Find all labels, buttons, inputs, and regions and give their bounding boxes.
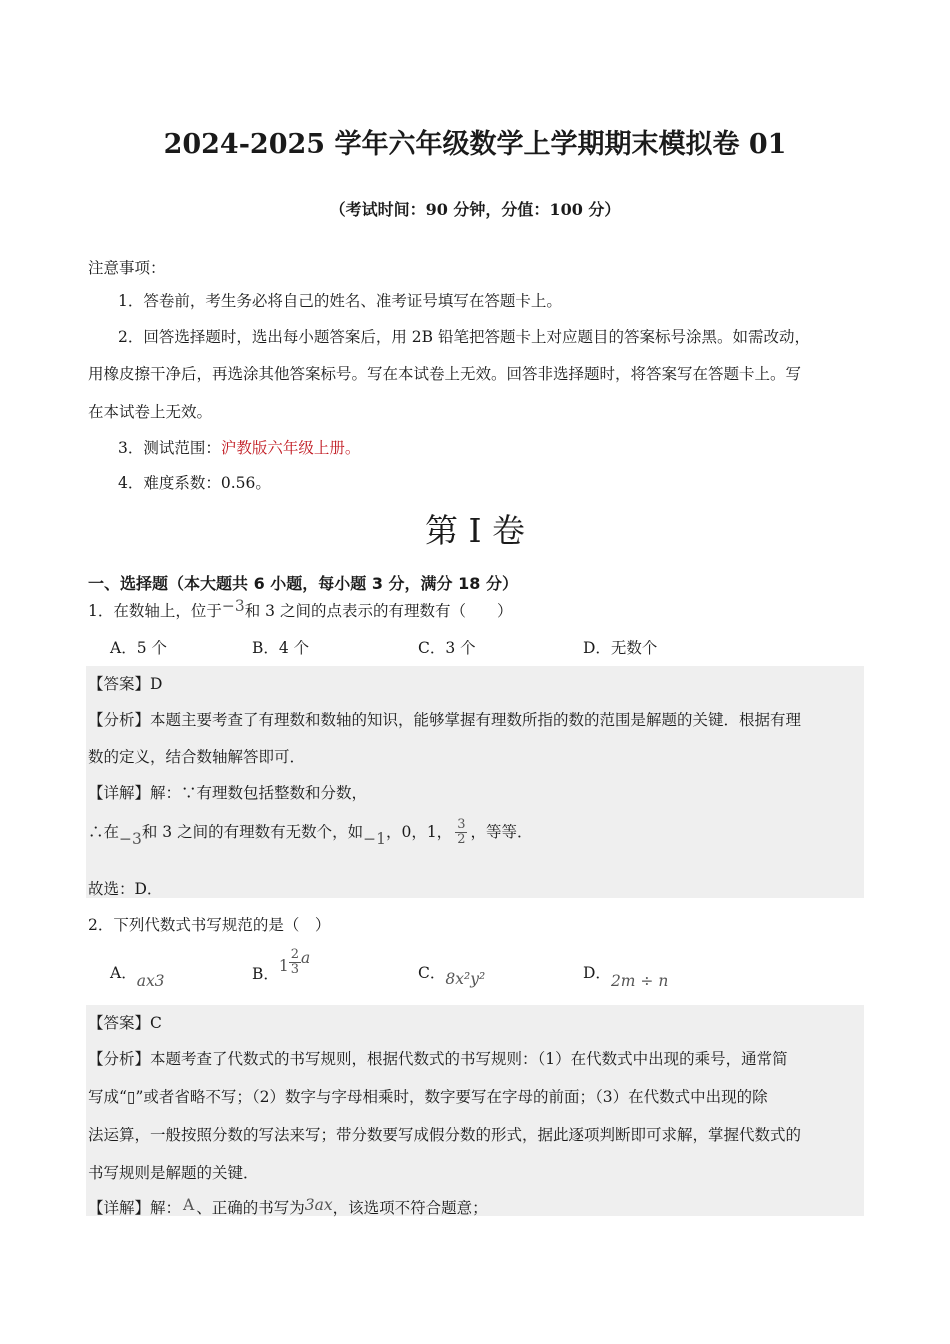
- q2-option-b-numerator: 2: [290, 947, 300, 962]
- q2-option-d-label: D．: [583, 964, 611, 982]
- q1-option-a: A．5 个: [110, 639, 167, 657]
- q1-stem-prefix: 1．在数轴上，位于: [88, 602, 222, 620]
- q2-option-b-whole: 1: [278, 956, 289, 975]
- q1-detail-math-2: −1: [363, 829, 386, 848]
- notice-item-2-line-3: 在本试卷上无效。: [88, 403, 213, 421]
- q1-option-d: D．无数个: [583, 639, 658, 657]
- q2-detail-math-1: A: [183, 1196, 195, 1214]
- notice-item-2-line-1: 2．回答选择题时，选出每小题答案后，用 2B 铅笔把答题卡上对应题目的答案标号涂黑。如需改动，: [118, 328, 810, 346]
- q1-analysis-line-1: 【分析】本题主要考查了有理数和数轴的知识，能够掌握有理数所指的数的范围是解题的关键．根据有理: [88, 711, 802, 729]
- q2-analysis-line-3: 法运算，一般按照分数的写法来写；带分数要写成假分数的形式，据此逐项判断即可求解，掌握代数式的: [88, 1126, 802, 1144]
- q2-solution-box: [86, 1005, 864, 1216]
- q2-detail-text-b: 、正确的书写为: [196, 1199, 305, 1217]
- notice-item-4: 4．难度系数：0.56。: [118, 474, 271, 492]
- q2-option-c-math: 8x²y²: [445, 970, 486, 988]
- q2-analysis-line-1: 【分析】本题考查了代数式的书写规则，根据代数式的书写规则：（1）在代数式中出现的乘号，通常简: [88, 1050, 788, 1068]
- q2-answer: 【答案】C: [88, 1014, 162, 1032]
- q1-option-c: C．3 个: [418, 639, 476, 657]
- q1-detail-text-c: ，0，1，: [385, 822, 453, 841]
- q1-fraction-numerator: 3: [457, 817, 466, 832]
- q2-analysis-line-2: 写成“▯”或者省略不写；（2）数字与字母相乘时，数字要写在字母的前面；（3）在代数式中出现的除: [88, 1088, 768, 1106]
- q1-detail-text-a: ∴在: [88, 822, 120, 841]
- q2-stem: 2．下列代数式书写规范的是（ ）: [88, 916, 331, 934]
- notice-item-3-label: 3．测试范围：: [118, 439, 221, 457]
- section-title: 第 I 卷: [424, 511, 525, 550]
- q1-answer: 【答案】D: [88, 675, 163, 693]
- notice-heading: 注意事项：: [88, 259, 166, 277]
- q2-option-c-label: C．: [418, 964, 446, 982]
- q2-option-a-label: A．: [110, 964, 137, 982]
- exam-info: （考试时间：90 分钟，分值：100 分）: [329, 200, 621, 219]
- q1-detail-line-1: 【详解】解：∵有理数包括整数和分数，: [88, 784, 368, 802]
- q1-stem-suffix: 和 3 之间的点表示的有理数有（ ）: [244, 602, 513, 620]
- q2-option-b: [252, 947, 311, 983]
- section-1-heading: 一、选择题（本大题共 6 小题，每小题 3 分，满分 18 分）: [88, 574, 518, 593]
- notice-item-3: [118, 436, 360, 458]
- q2-analysis-line-4: 书写规则是解题的关键．: [88, 1164, 259, 1182]
- q2-option-b-var: a: [301, 948, 311, 967]
- q1-stem: [88, 599, 512, 621]
- q1-detail-math-1: −3: [119, 829, 142, 848]
- q2-detail-line-1: [88, 1196, 488, 1218]
- q1-conclusion: 故选：D．: [88, 880, 163, 898]
- q2-option-c: [418, 961, 486, 988]
- notice-item-1: 1．答卷前，考生务必将自己的姓名、准考证号填写在答题卡上。: [118, 292, 562, 310]
- q2-option-b-label: B．: [252, 964, 279, 983]
- q2-detail-math-2: 3ax: [304, 1196, 333, 1214]
- q2-option-b-fraction: [289, 948, 301, 978]
- q2-option-a: [110, 961, 165, 990]
- q2-option-d-math: 2m ÷ n: [610, 972, 669, 990]
- q1-fraction-denominator: 2: [457, 832, 466, 848]
- q2-option-a-math: ax3: [136, 972, 165, 990]
- q2-detail-text-c: ，该选项不符合题意；: [332, 1199, 488, 1217]
- q1-option-b: B．4 个: [252, 639, 310, 657]
- page-title: 2024-2025 学年六年级数学上学期期末模拟卷 01: [163, 129, 787, 160]
- notice-item-2-line-2: 用橡皮擦干净后，再选涂其他答案标号。写在本试卷上无效。回答非选择题时，将答案写在答题卡上。写: [88, 365, 802, 383]
- q1-detail-line-2: [88, 818, 532, 848]
- q2-detail-text-a: 【详解】解：: [88, 1199, 182, 1217]
- q2-option-b-denominator: 3: [290, 962, 300, 978]
- test-scope: 沪教版六年级上册。: [220, 439, 361, 457]
- q2-option-d: [583, 961, 669, 990]
- q1-detail-text-d: ，等等．: [470, 822, 533, 841]
- q1-analysis-line-2: 数的定义，结合数轴解答即可．: [88, 748, 306, 766]
- q1-detail-fraction: [455, 818, 467, 848]
- q1-detail-text-b: 和 3 之间的有理数有无数个，如: [141, 822, 364, 841]
- q1-stem-math: −3: [221, 597, 245, 615]
